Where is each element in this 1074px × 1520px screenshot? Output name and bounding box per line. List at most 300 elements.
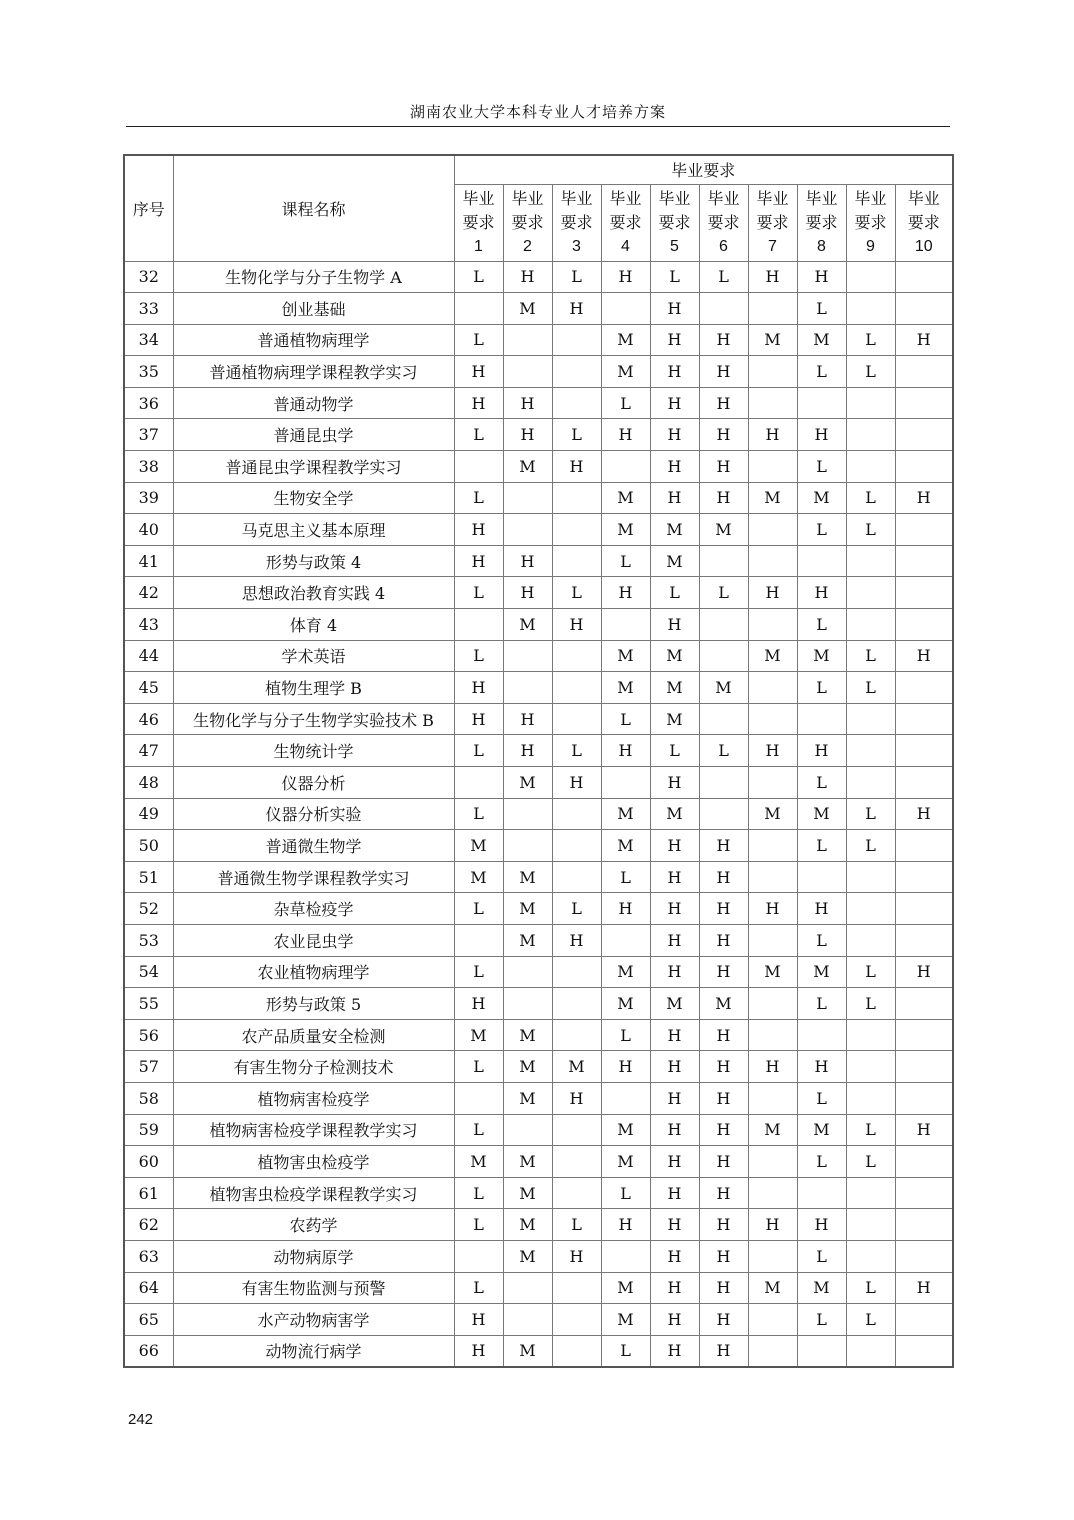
table-row <box>124 1240 953 1272</box>
requirement-level-cell <box>454 1082 503 1114</box>
course-name: 有害生物监测与预警 <box>173 1272 454 1304</box>
requirement-level-cell: L <box>797 451 846 483</box>
table-row <box>124 577 953 609</box>
requirement-level-cell: H <box>503 419 552 451</box>
course-name: 水产动物病害学 <box>173 1304 454 1336</box>
requirement-level-cell: M <box>503 1240 552 1272</box>
requirement-level-cell <box>552 387 601 419</box>
requirement-level-cell: H <box>797 577 846 609</box>
requirement-level-cell <box>552 988 601 1020</box>
requirement-level-cell: H <box>650 1082 699 1114</box>
requirement-level-cell: L <box>601 545 650 577</box>
requirement-level-cell: H <box>650 482 699 514</box>
requirement-level-cell <box>552 1146 601 1178</box>
requirement-level-cell <box>503 514 552 546</box>
requirement-level-cell: L <box>650 261 699 293</box>
requirement-level-cell: M <box>503 1209 552 1241</box>
header-requirement-l1: 毕业 <box>609 188 642 208</box>
requirement-level-cell: H <box>699 861 748 893</box>
requirement-level-cell <box>748 1240 797 1272</box>
row-index: 45 <box>124 672 173 704</box>
row-index: 38 <box>124 451 173 483</box>
table-row <box>124 640 953 672</box>
table-row <box>124 1177 953 1209</box>
requirement-level-cell <box>699 609 748 641</box>
requirement-level-cell: H <box>454 356 503 388</box>
requirement-level-cell: H <box>797 735 846 767</box>
course-name: 农药学 <box>173 1209 454 1241</box>
requirement-level-cell: L <box>797 1082 846 1114</box>
requirement-level-cell: H <box>454 545 503 577</box>
requirement-level-cell: M <box>601 1146 650 1178</box>
requirement-level-cell: L <box>552 577 601 609</box>
requirement-level-cell: L <box>846 1272 895 1304</box>
requirement-level-cell: H <box>650 293 699 325</box>
requirement-level-cell: L <box>552 1209 601 1241</box>
requirement-level-cell: L <box>797 1240 846 1272</box>
course-name: 思想政治教育实践 4 <box>173 577 454 609</box>
requirement-level-cell: H <box>650 1272 699 1304</box>
requirement-level-cell <box>846 1051 895 1083</box>
requirement-level-cell: H <box>650 1304 699 1336</box>
row-index: 41 <box>124 545 173 577</box>
row-index: 55 <box>124 988 173 1020</box>
requirement-level-cell <box>846 1335 895 1367</box>
requirement-level-cell <box>699 640 748 672</box>
requirement-level-cell: L <box>846 514 895 546</box>
requirement-level-cell: H <box>748 893 797 925</box>
requirement-level-cell: H <box>895 798 953 830</box>
table-row <box>124 356 953 388</box>
requirement-level-cell: M <box>601 988 650 1020</box>
requirement-level-cell: L <box>797 356 846 388</box>
header-requirement-l2: 要求 <box>560 212 593 232</box>
requirement-level-cell <box>503 798 552 830</box>
requirement-level-cell: M <box>699 988 748 1020</box>
table-row <box>124 893 953 925</box>
requirement-level-cell: H <box>699 1177 748 1209</box>
requirement-level-cell: H <box>699 830 748 862</box>
row-index: 46 <box>124 703 173 735</box>
requirement-level-cell <box>552 1272 601 1304</box>
requirement-level-cell <box>503 830 552 862</box>
requirement-level-cell <box>846 451 895 483</box>
requirement-level-cell: L <box>846 1114 895 1146</box>
header-requirement-l2: 要求 <box>907 212 940 232</box>
requirement-level-cell <box>503 356 552 388</box>
table-row <box>124 924 953 956</box>
header-requirement-l2: 要求 <box>609 212 642 232</box>
requirement-level-cell: H <box>601 419 650 451</box>
table-row <box>124 609 953 641</box>
table-row <box>124 514 953 546</box>
requirement-level-cell: H <box>699 1019 748 1051</box>
requirement-level-cell <box>748 1177 797 1209</box>
course-name: 动物病原学 <box>173 1240 454 1272</box>
page-number: 242 <box>128 1411 154 1428</box>
requirement-level-cell: M <box>503 893 552 925</box>
requirement-level-cell <box>797 1177 846 1209</box>
requirement-level-cell <box>846 261 895 293</box>
table-row <box>124 482 953 514</box>
requirement-level-cell: L <box>454 1114 503 1146</box>
requirement-level-cell: H <box>699 451 748 483</box>
course-name: 普通动物学 <box>173 387 454 419</box>
requirement-level-cell: L <box>601 1019 650 1051</box>
requirement-level-cell <box>895 924 953 956</box>
header-requirement-l1: 毕业 <box>658 188 691 208</box>
requirement-level-cell <box>846 893 895 925</box>
graduation-requirements-table <box>123 154 954 1368</box>
row-index: 47 <box>124 735 173 767</box>
requirement-level-cell: L <box>846 830 895 862</box>
requirement-level-cell <box>552 830 601 862</box>
requirement-level-cell: M <box>503 1082 552 1114</box>
requirement-level-cell <box>895 545 953 577</box>
table-row <box>124 798 953 830</box>
row-index: 54 <box>124 956 173 988</box>
requirement-level-cell: M <box>797 324 846 356</box>
requirement-level-cell <box>748 988 797 1020</box>
course-name: 植物生理学 B <box>173 672 454 704</box>
requirement-level-cell: H <box>601 1051 650 1083</box>
row-index: 52 <box>124 893 173 925</box>
table-row <box>124 1335 953 1367</box>
requirement-level-cell <box>846 293 895 325</box>
course-name: 植物害虫检疫学 <box>173 1146 454 1178</box>
requirement-level-cell: H <box>699 356 748 388</box>
requirement-level-cell: H <box>650 956 699 988</box>
requirement-level-cell: H <box>454 988 503 1020</box>
requirement-level-cell <box>454 1240 503 1272</box>
requirement-level-cell: L <box>601 1177 650 1209</box>
row-index: 51 <box>124 861 173 893</box>
header-course-name: 课程名称 <box>173 155 454 261</box>
requirement-level-cell: H <box>601 893 650 925</box>
requirement-level-cell: H <box>748 577 797 609</box>
requirement-level-cell: H <box>601 577 650 609</box>
requirement-level-cell: M <box>503 1146 552 1178</box>
course-name: 生物统计学 <box>173 735 454 767</box>
course-name: 生物化学与分子生物学实验技术 B <box>173 703 454 735</box>
requirement-level-cell <box>552 672 601 704</box>
requirement-level-cell: H <box>650 609 699 641</box>
requirement-level-cell: L <box>797 1146 846 1178</box>
requirement-level-cell: L <box>846 356 895 388</box>
requirement-level-cell: H <box>503 577 552 609</box>
requirement-level-cell <box>846 1082 895 1114</box>
requirement-level-cell: M <box>748 482 797 514</box>
requirement-level-cell <box>895 356 953 388</box>
requirement-level-cell: L <box>552 893 601 925</box>
requirement-level-cell: L <box>846 1146 895 1178</box>
requirement-level-cell <box>552 356 601 388</box>
requirement-level-cell <box>895 1304 953 1336</box>
header-requirement-8 <box>797 184 846 261</box>
requirement-level-cell: H <box>797 419 846 451</box>
table-row <box>124 1146 953 1178</box>
table-row <box>124 545 953 577</box>
requirement-level-cell <box>797 387 846 419</box>
row-index: 36 <box>124 387 173 419</box>
row-index: 37 <box>124 419 173 451</box>
requirement-level-cell <box>797 1335 846 1367</box>
requirement-level-cell: M <box>748 798 797 830</box>
requirement-level-cell: H <box>650 861 699 893</box>
header-requirement-l2: 要求 <box>511 212 544 232</box>
table-row <box>124 261 953 293</box>
row-index: 48 <box>124 767 173 799</box>
requirement-level-cell: M <box>699 672 748 704</box>
requirement-level-cell: H <box>503 703 552 735</box>
requirement-level-cell: L <box>846 482 895 514</box>
requirement-level-cell: H <box>797 1051 846 1083</box>
requirement-level-cell: L <box>699 735 748 767</box>
course-name: 马克思主义基本原理 <box>173 514 454 546</box>
requirement-level-cell: L <box>601 861 650 893</box>
course-name: 仪器分析实验 <box>173 798 454 830</box>
requirement-level-cell: H <box>895 482 953 514</box>
requirement-level-cell: M <box>601 830 650 862</box>
requirement-level-cell <box>503 1272 552 1304</box>
requirement-level-cell: H <box>699 1272 748 1304</box>
requirement-level-cell: H <box>650 1177 699 1209</box>
requirement-level-cell: M <box>748 956 797 988</box>
table-row <box>124 703 953 735</box>
requirement-level-cell <box>846 703 895 735</box>
header-requirement-l2: 要求 <box>462 212 495 232</box>
requirement-level-cell: M <box>601 640 650 672</box>
requirement-level-cell: M <box>748 324 797 356</box>
requirement-level-cell <box>895 419 953 451</box>
requirement-level-cell: L <box>797 293 846 325</box>
requirement-level-cell <box>748 861 797 893</box>
requirement-level-cell <box>797 1019 846 1051</box>
header-requirement-9 <box>846 184 895 261</box>
header-requirement-l1: 毕业 <box>756 188 789 208</box>
requirement-level-cell: H <box>748 261 797 293</box>
requirement-level-cell: L <box>650 735 699 767</box>
requirement-level-cell: H <box>552 924 601 956</box>
header-requirement-l1: 毕业 <box>907 188 940 208</box>
table-row <box>124 767 953 799</box>
requirement-level-cell: L <box>797 988 846 1020</box>
requirement-level-cell: H <box>650 356 699 388</box>
requirement-level-cell <box>552 798 601 830</box>
row-index: 50 <box>124 830 173 862</box>
requirement-level-cell: H <box>552 1240 601 1272</box>
row-index: 34 <box>124 324 173 356</box>
requirement-level-cell <box>895 1051 953 1083</box>
row-index: 32 <box>124 261 173 293</box>
requirement-level-cell <box>895 1335 953 1367</box>
table-row <box>124 830 953 862</box>
requirement-level-cell <box>454 451 503 483</box>
row-index: 49 <box>124 798 173 830</box>
requirement-level-cell <box>552 514 601 546</box>
header-requirement-l2: 要求 <box>854 212 887 232</box>
requirement-level-cell <box>748 293 797 325</box>
requirement-level-cell: L <box>601 387 650 419</box>
requirement-level-cell: H <box>552 451 601 483</box>
requirement-level-cell <box>552 1019 601 1051</box>
requirement-level-cell: M <box>503 1177 552 1209</box>
page-header: 湖南农业大学本科专业人才培养方案 <box>126 100 950 127</box>
row-index: 60 <box>124 1146 173 1178</box>
header-requirement-n: 2 <box>523 237 532 255</box>
requirement-level-cell <box>552 324 601 356</box>
requirement-level-cell: L <box>454 798 503 830</box>
row-index: 43 <box>124 609 173 641</box>
requirement-level-cell: M <box>650 545 699 577</box>
requirement-level-cell: H <box>650 1240 699 1272</box>
course-name: 普通微生物学 <box>173 830 454 862</box>
requirement-level-cell: M <box>601 956 650 988</box>
requirement-level-cell <box>748 767 797 799</box>
header-requirement-n: 5 <box>670 237 679 255</box>
requirement-level-cell <box>748 356 797 388</box>
requirement-level-cell: H <box>503 735 552 767</box>
requirement-level-cell: L <box>601 1335 650 1367</box>
table-row <box>124 988 953 1020</box>
requirement-level-cell: H <box>454 1335 503 1367</box>
requirement-level-cell: M <box>503 767 552 799</box>
header-requirement-l2: 要求 <box>756 212 789 232</box>
requirement-level-cell: H <box>650 387 699 419</box>
requirement-level-cell <box>895 861 953 893</box>
requirement-level-cell <box>699 767 748 799</box>
course-name: 植物病害检疫学 <box>173 1082 454 1114</box>
requirement-level-cell <box>454 609 503 641</box>
table-row <box>124 1304 953 1336</box>
course-name: 动物流行病学 <box>173 1335 454 1367</box>
requirement-level-cell <box>846 1177 895 1209</box>
requirement-level-cell <box>895 261 953 293</box>
header-requirement-l1: 毕业 <box>560 188 593 208</box>
requirement-level-cell: M <box>748 1272 797 1304</box>
course-name: 农业昆虫学 <box>173 924 454 956</box>
requirement-level-cell: L <box>797 767 846 799</box>
requirement-level-cell <box>748 1304 797 1336</box>
requirement-level-cell: M <box>797 482 846 514</box>
requirement-level-cell: L <box>552 735 601 767</box>
requirement-level-cell <box>601 767 650 799</box>
requirement-level-cell: H <box>748 1209 797 1241</box>
requirement-level-cell <box>503 324 552 356</box>
requirement-level-cell <box>699 545 748 577</box>
row-index: 53 <box>124 924 173 956</box>
requirement-level-cell <box>895 672 953 704</box>
requirement-level-cell <box>895 830 953 862</box>
requirement-level-cell: L <box>797 672 846 704</box>
requirement-level-cell <box>748 830 797 862</box>
requirement-level-cell: M <box>650 798 699 830</box>
requirement-level-cell: L <box>454 1177 503 1209</box>
requirement-level-cell: M <box>650 703 699 735</box>
requirement-level-cell: M <box>601 482 650 514</box>
requirement-level-cell: M <box>797 1272 846 1304</box>
requirement-level-cell: H <box>895 324 953 356</box>
requirement-level-cell: M <box>748 1114 797 1146</box>
requirement-level-cell: H <box>650 1146 699 1178</box>
requirement-level-cell: L <box>454 1051 503 1083</box>
requirement-level-cell <box>503 482 552 514</box>
requirement-level-cell: L <box>650 577 699 609</box>
requirement-level-cell <box>748 609 797 641</box>
table-row <box>124 1082 953 1114</box>
requirement-level-cell: M <box>503 451 552 483</box>
header-requirement-7 <box>748 184 797 261</box>
course-name: 学术英语 <box>173 640 454 672</box>
course-name: 形势与政策 5 <box>173 988 454 1020</box>
requirement-level-cell: H <box>699 1240 748 1272</box>
requirement-level-cell <box>601 293 650 325</box>
requirement-level-cell <box>601 1082 650 1114</box>
header-requirement-n: 1 <box>474 237 483 255</box>
header-requirement-1 <box>454 184 503 261</box>
requirement-level-cell: H <box>503 261 552 293</box>
requirement-level-cell <box>895 451 953 483</box>
requirement-level-cell: M <box>601 1272 650 1304</box>
requirement-level-cell <box>552 861 601 893</box>
table-row <box>124 1051 953 1083</box>
requirement-level-cell: M <box>699 514 748 546</box>
requirement-level-cell <box>748 672 797 704</box>
requirement-level-cell <box>895 703 953 735</box>
requirement-level-cell <box>552 545 601 577</box>
requirement-level-cell: L <box>797 609 846 641</box>
requirement-level-cell: H <box>699 956 748 988</box>
requirement-level-cell <box>895 514 953 546</box>
requirement-level-cell <box>895 577 953 609</box>
requirement-level-cell: L <box>699 577 748 609</box>
requirement-level-cell: H <box>699 482 748 514</box>
requirement-level-cell <box>846 924 895 956</box>
requirement-level-cell <box>748 451 797 483</box>
requirement-level-cell <box>552 640 601 672</box>
requirement-level-cell: H <box>503 387 552 419</box>
requirement-level-cell: M <box>748 640 797 672</box>
requirement-level-cell: L <box>846 988 895 1020</box>
table-row <box>124 419 953 451</box>
requirement-level-cell: L <box>454 893 503 925</box>
requirement-level-cell: H <box>454 703 503 735</box>
requirement-level-cell <box>552 1177 601 1209</box>
course-name: 生物化学与分子生物学 A <box>173 261 454 293</box>
requirement-level-cell: L <box>454 324 503 356</box>
requirement-level-cell <box>748 1019 797 1051</box>
course-name: 普通植物病理学 <box>173 324 454 356</box>
requirement-level-cell: M <box>503 861 552 893</box>
table-header <box>124 155 953 261</box>
requirement-level-cell <box>846 609 895 641</box>
requirement-level-cell: H <box>895 640 953 672</box>
header-requirement-n: 10 <box>914 237 933 255</box>
requirement-level-cell <box>895 1177 953 1209</box>
requirement-level-cell <box>895 735 953 767</box>
requirement-level-cell: L <box>552 261 601 293</box>
requirement-level-cell <box>846 1019 895 1051</box>
requirement-level-cell: H <box>650 893 699 925</box>
header-requirement-l1: 毕业 <box>462 188 495 208</box>
header-requirement-n: 7 <box>768 237 777 255</box>
requirement-level-cell <box>846 1240 895 1272</box>
course-name: 生物安全学 <box>173 482 454 514</box>
requirement-level-cell: M <box>650 672 699 704</box>
requirement-level-cell: H <box>650 924 699 956</box>
requirement-level-cell: H <box>650 1335 699 1367</box>
requirement-level-cell: M <box>503 924 552 956</box>
